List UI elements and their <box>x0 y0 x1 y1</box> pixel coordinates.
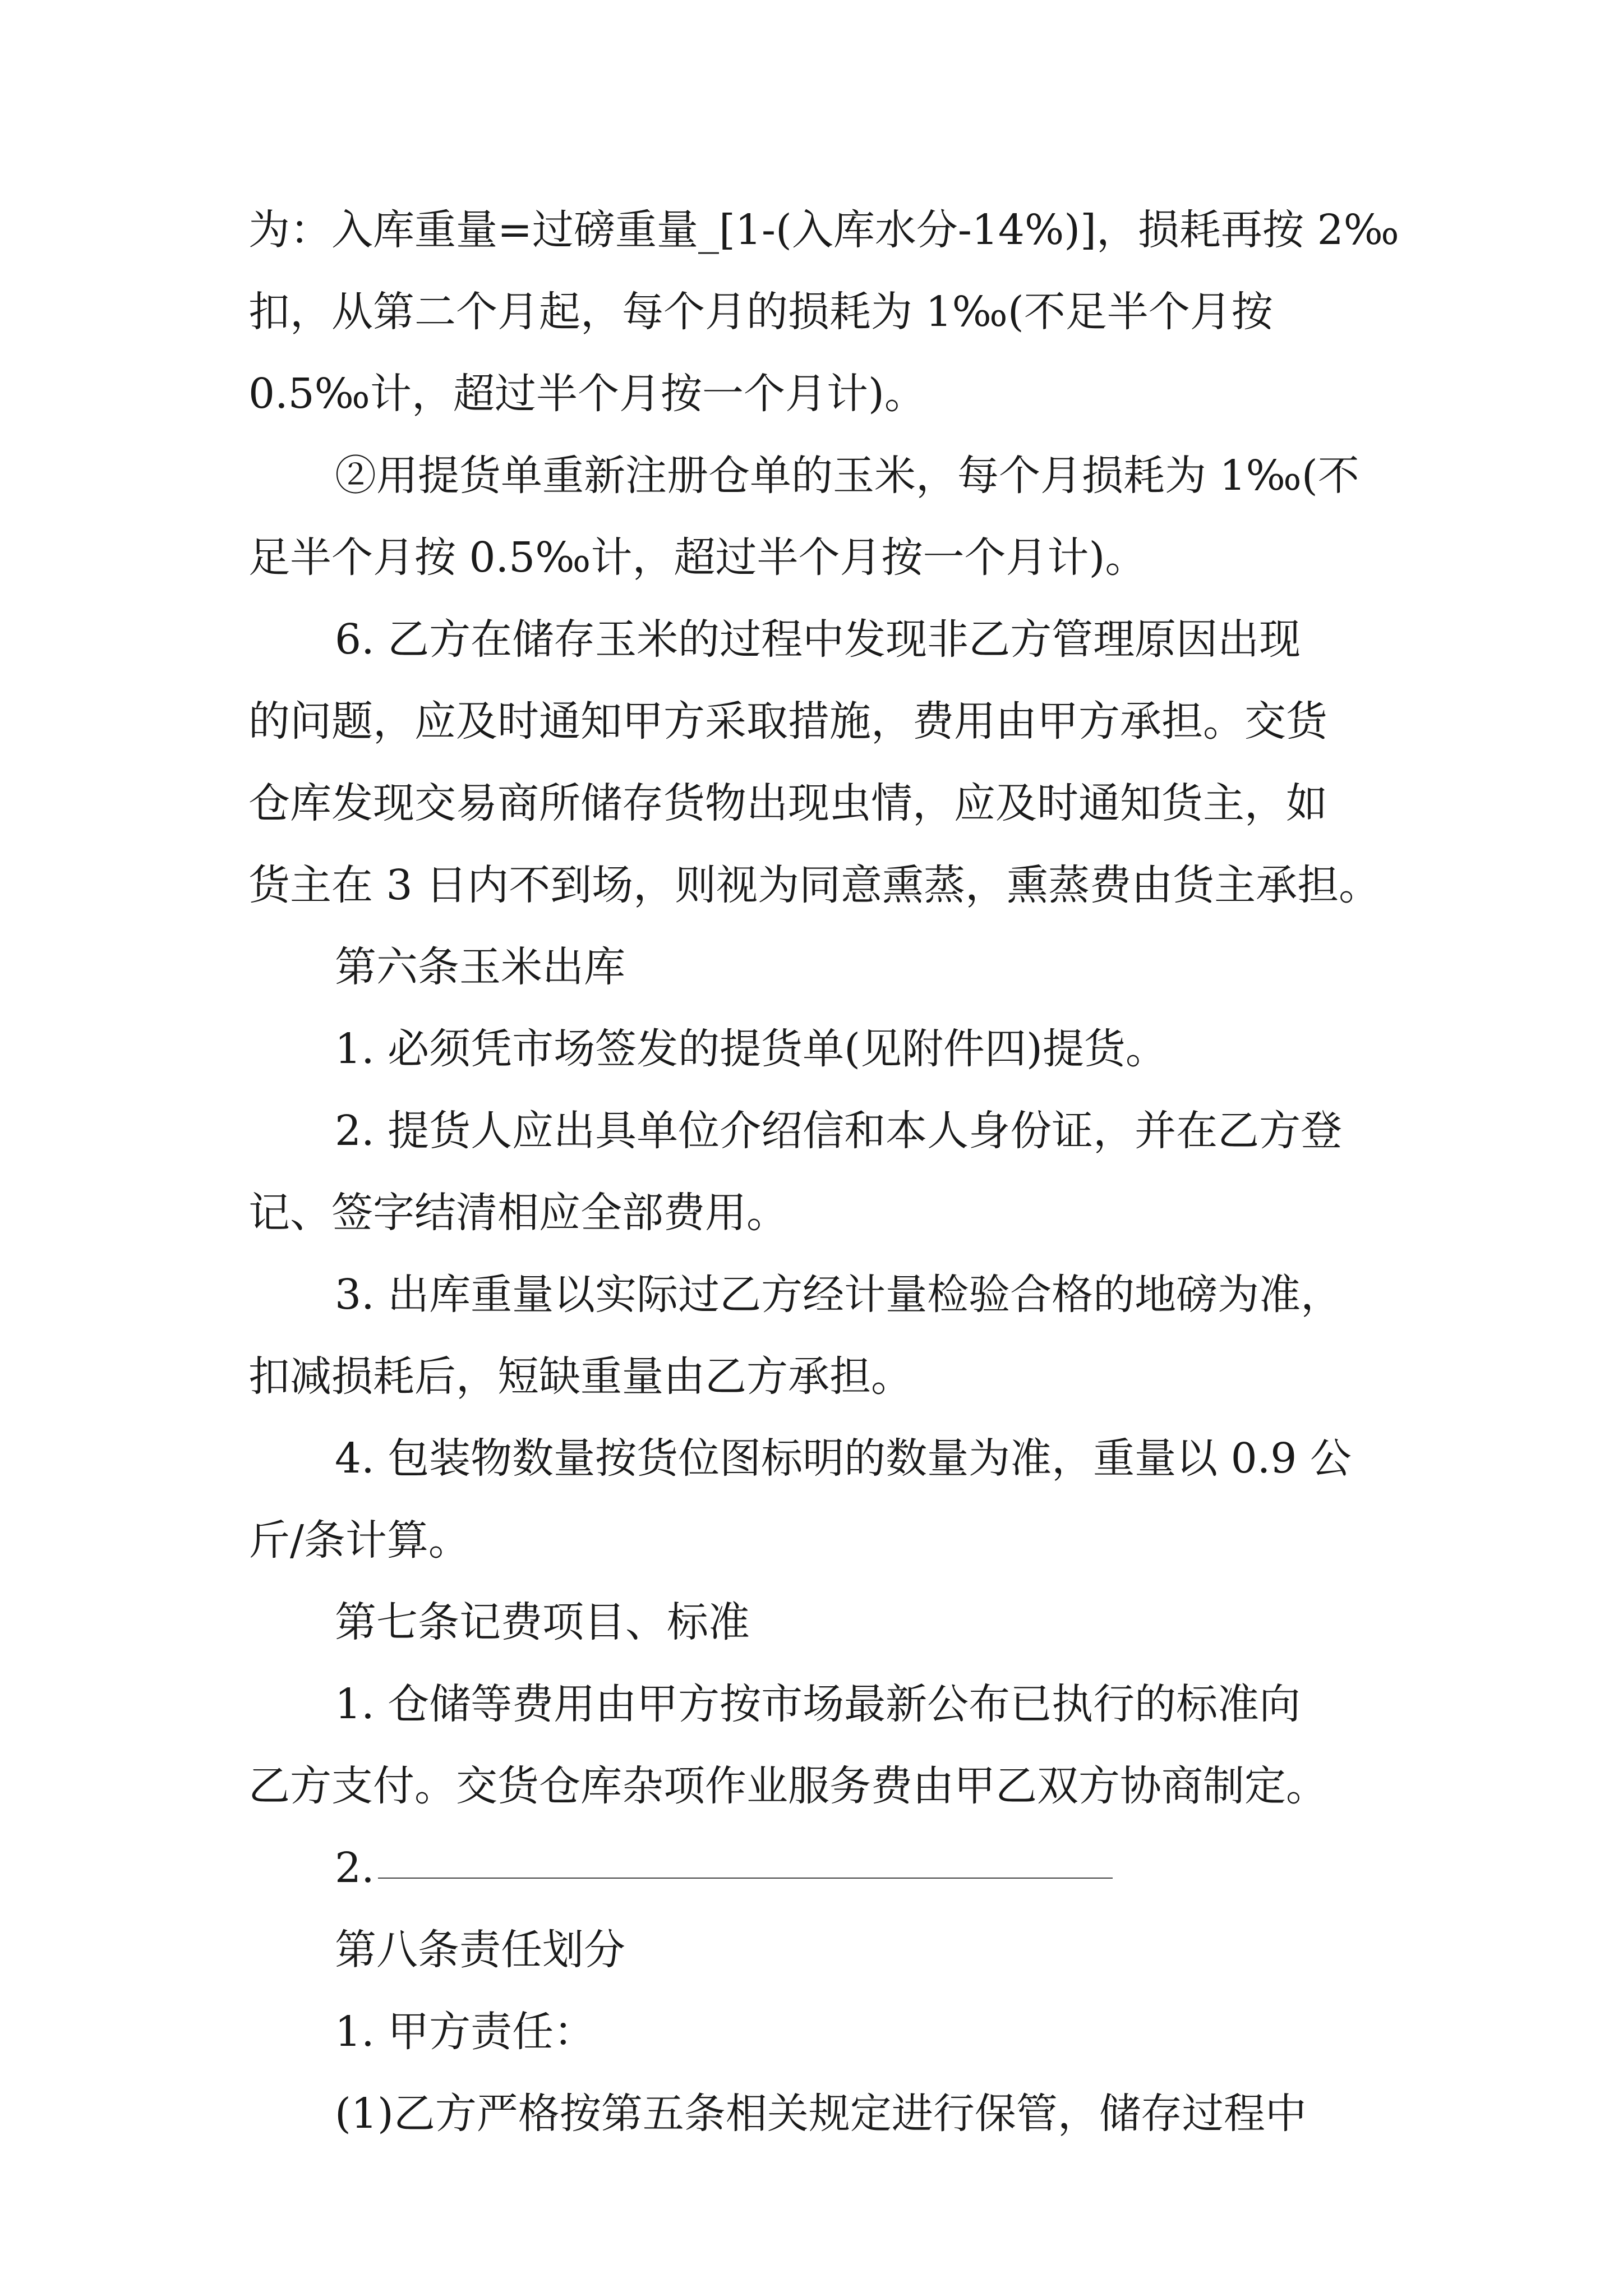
text-line: 3. 出库重量以实际过乙方经计量检验合格的地磅为准， <box>335 1271 1343 1319</box>
text-line: 乙方支付。交货仓库杂项作业服务费由甲乙双方协商制定。 <box>248 1762 1327 1810</box>
text-line: 足半个月按 0.5‰计，超过半个月按一个月计)。 <box>248 533 1147 582</box>
text-line: 6. 乙方在储存玉米的过程中发现非乙方管理原因出现 <box>335 615 1301 664</box>
text-line: (1)乙方严格按第五条相关规定进行保管，储存过程中 <box>335 2090 1307 2138</box>
text-line: 斤/条计算。 <box>248 1516 470 1565</box>
text-line: 1. 仓储等费用由甲方按市场最新公布已执行的标准向 <box>335 1680 1301 1728</box>
text-line: 2. 提货人应出具单位介绍信和本人身份证，并在乙方登 <box>335 1107 1343 1155</box>
text-line: 仓库发现交易商所储存货物出现虫情，应及时通知货主，如 <box>248 779 1327 827</box>
text-line: 货主在 3 日内不到场，则视为同意熏蒸，熏蒸费由货主承担。 <box>248 861 1381 909</box>
text-line: 扣减损耗后，短缺重量由乙方承担。 <box>248 1352 912 1401</box>
text-line: 1. 甲方责任： <box>335 2008 596 2056</box>
section-heading: 第八条责任划分 <box>335 1926 625 1974</box>
text-line: ②用提货单重新注册仓单的玉米，每个月损耗为 1‰(不 <box>335 452 1359 500</box>
blank-underline <box>378 1878 1113 1879</box>
section-heading: 第六条玉米出库 <box>335 943 625 991</box>
blank-item-line <box>335 1840 1113 1896</box>
text-line: 4. 包装物数量按货位图标明的数量为准，重量以 0.9 公 <box>335 1434 1352 1483</box>
text-line: 记、签字结清相应全部费用。 <box>248 1189 788 1237</box>
section-heading: 第七条记费项目、标准 <box>335 1598 750 1646</box>
text-line: 1. 必须凭市场签发的提货单(见附件四)提货。 <box>335 1025 1167 1073</box>
text-line: 为：入库重量=过磅重量_[1-(入库水分-14%)]，损耗再按 2‰ <box>248 206 1399 254</box>
blank-item-number: 2. <box>335 1844 375 1892</box>
text-line: 的问题，应及时通知甲方采取措施，费用由甲方承担。交货 <box>248 697 1327 746</box>
text-line: 扣，从第二个月起，每个月的损耗为 1‰(不足半个月按 <box>248 288 1273 336</box>
text-line: 0.5‰计，超过半个月按一个月计)。 <box>248 370 926 418</box>
